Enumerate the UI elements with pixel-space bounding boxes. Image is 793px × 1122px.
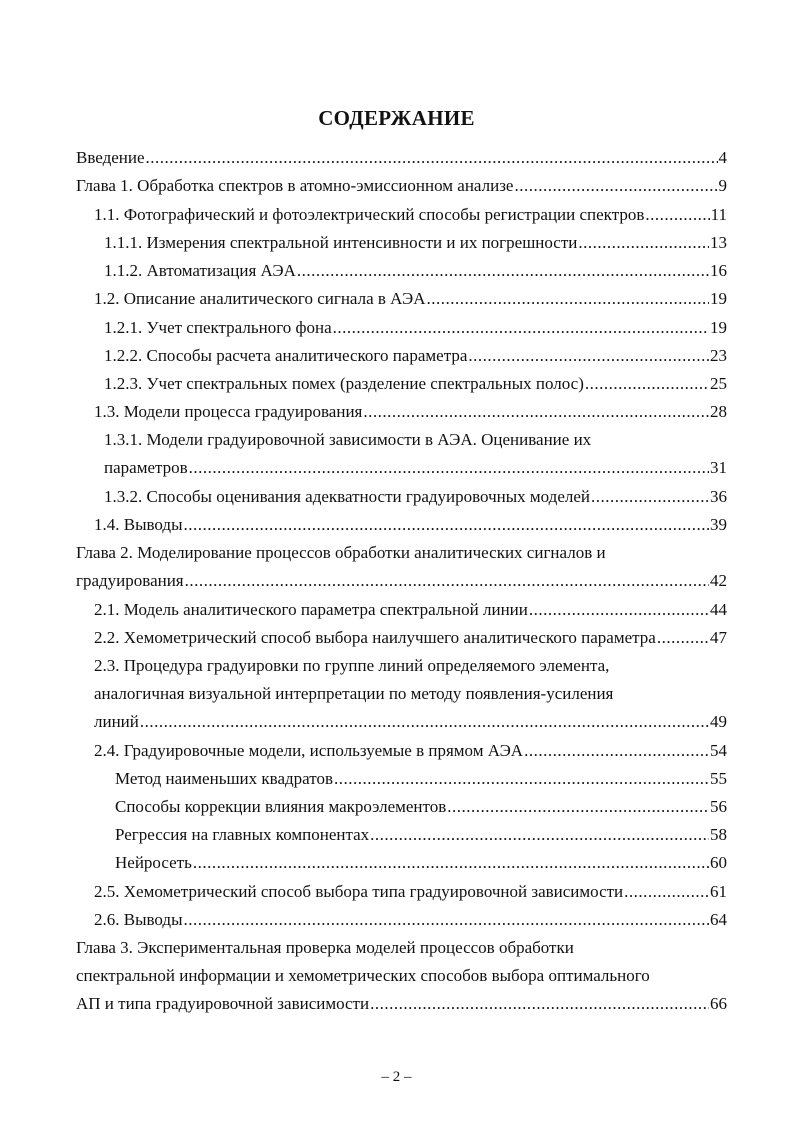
toc-entry-label: АП и типа градуировочной зависимости (76, 994, 370, 1013)
toc-entry-label: Способы коррекции влияния макроэлементов (115, 797, 447, 816)
toc-entry-page: 9 (718, 176, 727, 195)
toc-entry[interactable] (76, 539, 727, 595)
toc-entry-label: градуирования (76, 571, 184, 590)
toc-entry[interactable] (94, 398, 727, 426)
toc-entry[interactable] (104, 314, 727, 342)
toc-entry-page: 11 (710, 205, 727, 224)
toc-entry-label: параметров (104, 458, 188, 477)
toc-entry-label-line: Глава 2. Моделирование процессов обработки аналитических сигналов и (76, 543, 606, 562)
toc-entry-label: 1.2.3. Учет спектральных помех (разделение спектральных полос) (104, 374, 584, 393)
toc-entry-page: 60 (710, 853, 727, 872)
toc-entry-label: 2.6. Выводы (94, 910, 183, 929)
toc-entry[interactable] (115, 821, 727, 849)
toc-entry-label: Нейросеть (115, 853, 192, 872)
toc-entry-page: 55 (710, 769, 727, 788)
toc-entry-page: 31 (710, 458, 727, 477)
toc-entry-page: 19 (710, 318, 727, 337)
toc-entry[interactable] (94, 511, 727, 539)
toc-entry-page: 36 (710, 487, 727, 506)
toc-entry-label: 1.2.2. Способы расчета аналитического параметра (104, 346, 468, 365)
toc-entry-label-line: спектральной информации и хемометрических способов выбора оптимального (76, 966, 650, 985)
toc-entry-page: 19 (710, 289, 727, 308)
toc-entry[interactable] (115, 765, 727, 793)
toc-entry[interactable] (76, 144, 727, 172)
toc-entry-label: 2.1. Модель аналитического параметра спектральной линии (94, 600, 528, 619)
toc-entry-page: 66 (710, 994, 727, 1013)
toc-entry-label-line: 1.3.1. Модели градуировочной зависимости в АЭА. Оценивание их (104, 430, 592, 449)
toc-entry[interactable] (104, 426, 727, 482)
toc-entry-page: 64 (710, 910, 727, 929)
toc-entry-label: 1.2.1. Учет спектрального фона (104, 318, 332, 337)
toc-entry-page: 47 (710, 628, 727, 647)
toc-entry[interactable] (94, 596, 727, 624)
toc-entry-page: 49 (710, 712, 727, 731)
toc-entry[interactable] (104, 342, 727, 370)
toc-entry-page: 58 (710, 825, 727, 844)
toc-entry-page: 54 (710, 741, 727, 760)
toc-entry-label: 1.1.1. Измерения спектральной интенсивности и их погрешности (104, 233, 578, 252)
toc-entry[interactable] (76, 934, 727, 1018)
toc-entry-label: 2.4. Градуировочные модели, используемые в прямом АЭА (94, 741, 524, 760)
toc-entry-page: 4 (718, 148, 727, 167)
toc-entry-page: 13 (710, 233, 727, 252)
toc-entry-page: 44 (710, 600, 727, 619)
toc-entry[interactable] (104, 257, 727, 285)
toc-entry-page: 39 (710, 515, 727, 534)
toc-entry[interactable] (94, 737, 727, 765)
toc-entry[interactable] (94, 624, 727, 652)
toc-entry[interactable] (76, 172, 727, 200)
toc-entry[interactable] (94, 878, 727, 906)
page-title: СОДЕРЖАНИЕ (318, 106, 475, 130)
toc-entry-label: линий (94, 712, 139, 731)
toc-entry-label: Глава 1. Обработка спектров в атомно-эмиссионном анализе (76, 176, 514, 195)
toc-entry[interactable] (104, 229, 727, 257)
toc-entry-label: 1.2. Описание аналитического сигнала в АЭА (94, 289, 426, 308)
toc-entry-label: 2.5. Хемометрический способ выбора типа градуировочной зависимости (94, 882, 624, 901)
toc-entry-label: Введение (76, 148, 145, 167)
toc-entry-label: 1.3. Модели процесса градуирования (94, 402, 363, 421)
toc-entry-page: 28 (710, 402, 727, 421)
toc-entry-label: Регрессия на главных компонентах (115, 825, 370, 844)
toc-entry-label: Метод наименьших квадратов (115, 769, 333, 788)
toc-entry-label: 1.4. Выводы (94, 515, 183, 534)
toc-entry-label: 1.1. Фотографический и фотоэлектрический способы регистрации спектров (94, 205, 645, 224)
toc-entry[interactable] (104, 483, 727, 511)
toc-entry[interactable] (115, 849, 727, 877)
toc-entry[interactable] (115, 793, 727, 821)
toc-entry-page: 56 (710, 797, 727, 816)
toc-entry[interactable] (94, 906, 727, 934)
toc-entry-label-line: 2.3. Процедура градуировки по группе линий определяемого элемента, (94, 656, 610, 675)
toc-entry-page: 16 (710, 261, 727, 280)
toc-entry-page: 42 (710, 571, 727, 590)
toc-entry[interactable] (94, 285, 727, 313)
toc-entry-label: 2.2. Хемометрический способ выбора наилучшего аналитического параметра (94, 628, 656, 647)
toc-entry[interactable] (94, 201, 727, 229)
toc-entry-label-line: Глава 3. Экспериментальная проверка моделей процессов обработки (76, 938, 574, 957)
toc-entry-page: 61 (710, 882, 727, 901)
toc-entry[interactable] (104, 370, 727, 398)
toc-entry[interactable] (94, 652, 727, 736)
toc-entry-label: 1.1.2. Автоматизация АЭА (104, 261, 296, 280)
toc-entry-label-line: аналогичная визуальной интерпретации по методу появления-усиления (94, 684, 614, 703)
toc-entry-page: 25 (710, 374, 727, 393)
page-number: – 2 – (381, 1069, 412, 1085)
toc-entry-page: 23 (710, 346, 727, 365)
toc-entry-label: 1.3.2. Способы оценивания адекватности градуировочных моделей (104, 487, 591, 506)
